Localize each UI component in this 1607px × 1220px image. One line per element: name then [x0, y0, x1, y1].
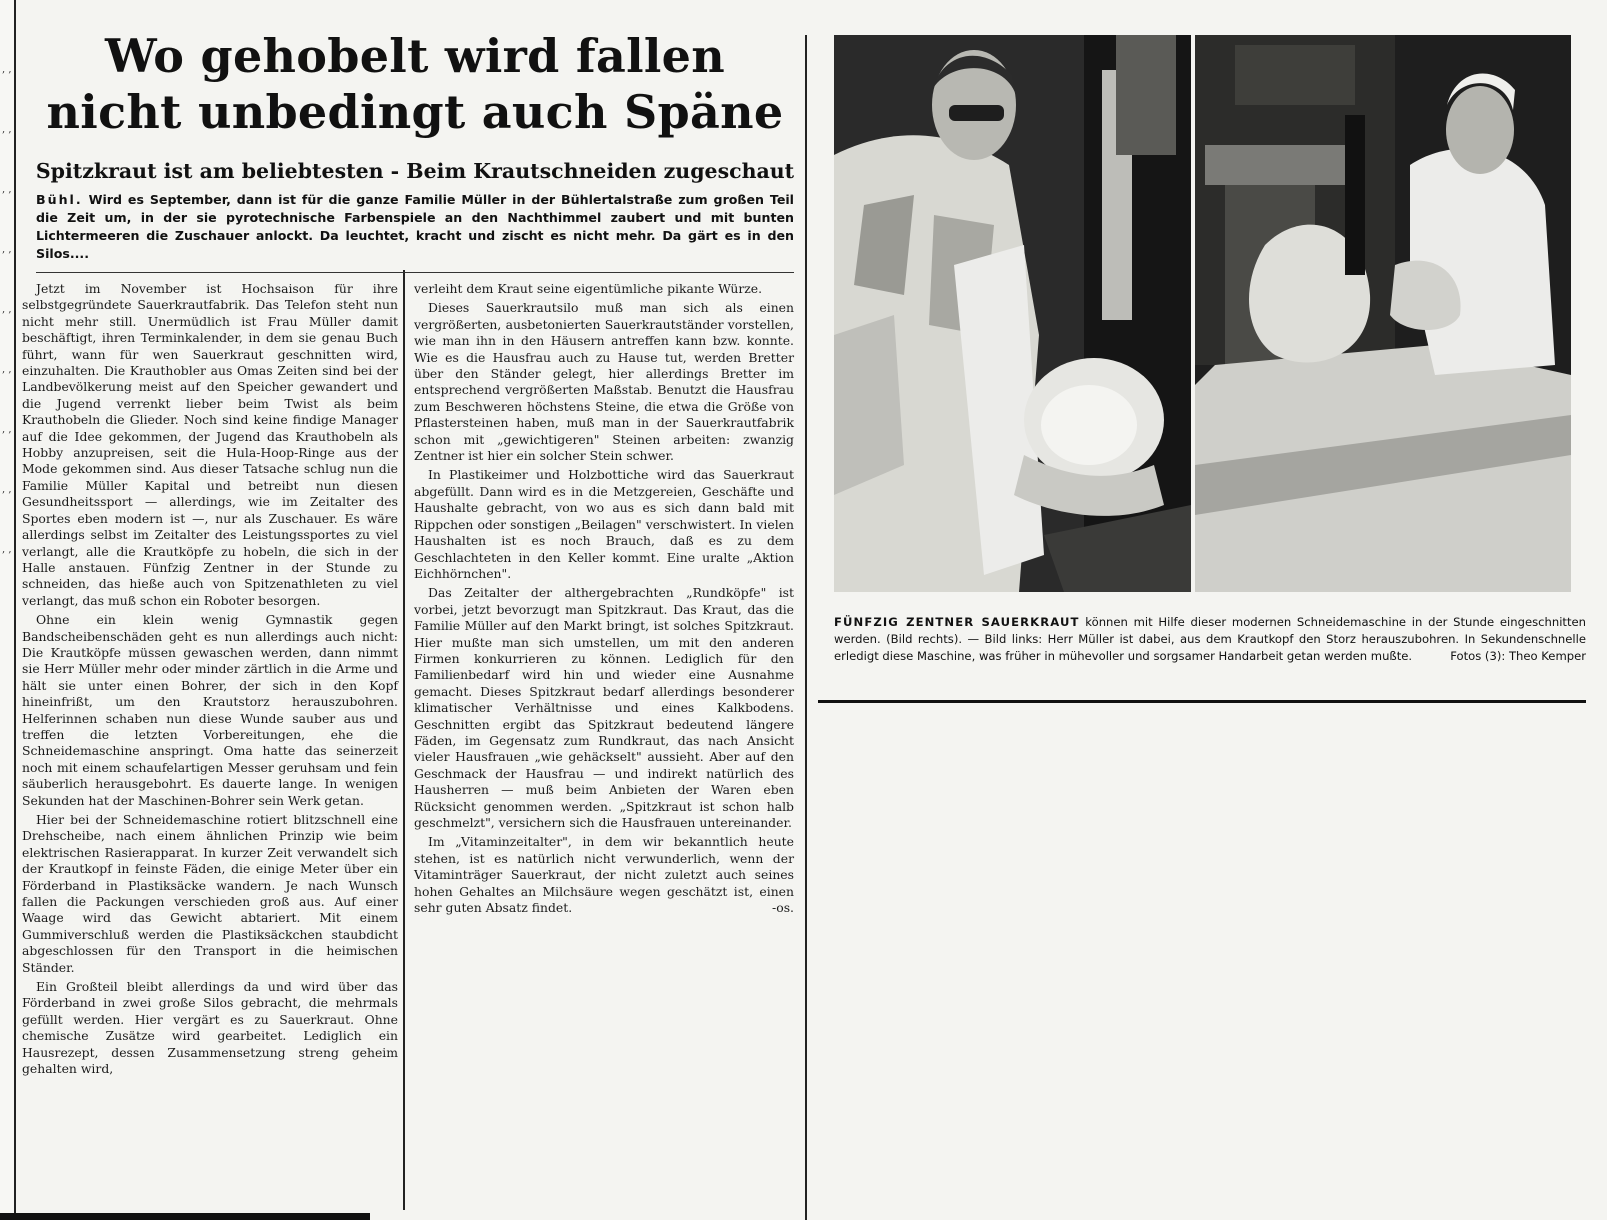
article-column-2 — [414, 281, 794, 919]
photo-credit: Fotos (3): Theo Kemper — [1450, 648, 1586, 663]
page-bottom-bar — [0, 1213, 370, 1220]
page-left-edge — [0, 0, 16, 1220]
headline-line-2: nicht unbedingt auch Späne — [46, 85, 784, 139]
column-divider — [403, 270, 405, 1210]
headline-line-1: Wo gehobelt wird fallen — [105, 29, 725, 83]
caption-text: können mit Hilfe dieser modernen Schneidemaschine in der Stunde eingeschnitten werden. (Bild rechts). — Bild links: Herr Müller ist dabei, aus dem Krautkopf den Storz herauszubohren. In Sekundenschnelle erledigt diese Maschine, was früher in mühevoller und sorgsamer Handarbeit getan werden mußte. — [834, 615, 1587, 663]
edge-marks: , , , , , , , , , , , , , , , , , , — [2, 64, 12, 555]
column-paragraph — [414, 834, 794, 916]
photo-cutting-machine — [1195, 35, 1571, 592]
subheadline: Spitzkraut ist am beliebtesten - Beim Krautschneiden zugeschaut — [35, 159, 795, 183]
caption-lead-in: FÜNFZIG ZENTNER SAUERKRAUT — [834, 615, 1080, 629]
column-paragraph: Ein Großteil bleibt allerdings da und wird über das Förderband in zwei große Silos gebracht, die mehrmals gefüllt werden. Hier vergärt es zu Sauerkraut. Ohne chemische Zusätze wird gearbeitet. Lediglich ein Hausrezept, dessen Zusammensetzung streng geheim gehalten wird, — [22, 979, 398, 1077]
column-paragraph: Hier bei der Schneidemaschine rotiert blitzschnell eine Drehscheibe, nach einem ähnlichen Prinzip wie beim elektrischen Rasierapparat. In kurzer Zeit verwandelt sich der Krautkopf in feinste Fäden, die einige Meter über ein Förderband in Plastiksäcke wandern. Je nach Wunsch fallen die Packungen verschieden groß aus. Auf einer Waage wird das Gewicht abtariert. Mit einem Gummiverschluß werden die Plastiksäckchen staubdicht abgeschlossen für den Transport in die heimischen Ständer. — [22, 812, 398, 975]
photo-left — [834, 35, 1191, 592]
column-paragraph: In Plastikeimer und Holzbottiche wird das Sauerkraut abgefüllt. Dann wird es in die Metzgereien, Geschäfte und Haushalte gebracht, von wo aus es sich dann bald mit Rippchen oder sonstigen „Beilagen" verschwistert. In vielen Haushalten ist es noch Brauch, daß es zu dem Geschlachteten in den Keller kommt. Eine uralte „Aktion Eichhörnchen". — [414, 467, 794, 581]
lead-text: Wird es September, dann ist für die ganze Familie Müller in der Bühlertalstraße zum großen Teil die Zeit um, in der sie pyrotechnische Farbenspiele an den Nachthimmel zaubert und mit bunten Lichtermeeren die Zuschauer anlockt. Da leuchtet, kracht und zischt es nicht mehr. Da gärt es in den Silos.... — [36, 192, 794, 261]
headline — [28, 28, 802, 140]
author-signoff: -os. — [772, 900, 794, 916]
column-paragraph: Jetzt im November ist Hochsaison für ihre selbstgegründete Sauerkrautfabrik. Das Telefon steht nun nicht mehr still. Unermüdlich ist Frau Müller damit beschäftigt, ihren Terminkalender, in dem sie genau Buch führt, wann für wen Sauerkraut geschnitten wird, einzuhalten. Die Krauthobler aus Omas Zeiten sind bei der Landbevölkerung meist auf den Speicher gewandert und die Jugend verrenkt lieber beim Twist als beim Krauthobeln die Glieder. Noch sind keine findige Manager auf die Idee gekommen, der Jugend das Krauthobeln als Hobby anzupreisen, seit die Hula-Hoop-Ringe aus der Mode gekommen sind. Aus dieser Tatsache schlug nun die Familie Müller Kapital und betreibt nun diesen Gesundheitssport — allerdings, wie im Zeitalter des Sportes eben modern ist —, nur als Zuschauer. Es wäre allerdings selbst im Zeitalter des Leistungssportes zu viel verlangt, alle die Krautköpfe zu hobeln, die sich in der Halle anstauen. Fünfzig Zentner in der Stunde zu schneiden, das hieße auch von Spitzenathleten zu viel verlangt, das muß schon ein Roboter besorgen. — [22, 281, 398, 608]
lead-rule — [36, 272, 794, 273]
column-paragraph: Ohne ein klein wenig Gymnastik gegen Bandscheibenschäden geht es nun allerdings auch nicht: Die Krautköpfe müssen gewaschen werden, dann nimmt sie Herr Müller mehr oder minder zärtlich in die Arme und hält sie unter einen Bohrer, der sich in den Kopf hineinfrißt, um den Krautstorz herauszubohren. Helferinnen schaben nun diese Wunde sauber aus und treffen die letzten Vorbereitungen, ehe die Schneidemaschine anspringt. Oma hatte das seinerzeit noch mit einem schaufelartigen Messer geruhsam und fein säuberlich herausgebohrt. Es dauerte lange. In wenigen Sekunden hat der Maschinen-Bohrer sein Werk getan. — [22, 612, 398, 808]
caption-bottom-rule — [818, 700, 1586, 703]
column-text: Im „Vitaminzeitalter", in dem wir bekanntlich heute stehen, ist es natürlich nicht verwunderlich, wenn der Vitaminträger Sauerkraut, der nicht zuletzt auch seines hohen Gehaltes an Milchsäure wegen geschätzt ist, einen sehr guten Absatz findet. — [414, 834, 794, 916]
article-divider — [805, 35, 807, 1220]
article-column-1 — [22, 281, 398, 1081]
column-paragraph: verleiht dem Kraut seine eigentümliche pikante Würze. — [414, 281, 763, 296]
dateline: Bühl. — [36, 192, 83, 207]
photo-caption — [834, 614, 1586, 664]
column-paragraph: Das Zeitalter der althergebrachten „Rundköpfe" ist vorbei, jetzt bevorzugt man Spitzkraut. Das Kraut, das die Familie Müller auf den Markt bringt, ist solches Spitzkraut. Hier mußte man sich umstellen, um mit den anderen Firmen konkurrieren zu können. Lediglich für den Familienbedarf wird hin und wieder eine Ausnahme gemacht. Dieses Spitzkraut bedarf allerdings besonderer klimatischer Verhältnisse und eines Kalkbodens. Geschnitten ergibt das Spitzkraut bedeutend längere Fäden, im Gegensatz zum Rundkraut, das nach Ansicht vieler Hausfrauen „wie gehäckselt" aussieht. Aber auf den Geschmack der Hausfrau — und indirekt natürlich des Hausherren — muß beim Anbieten der Waren eben Rücksicht genommen werden. „Spitzkraut ist schon halb geschmelzt", versichern sich die Hausfrauen untereinander. — [414, 585, 794, 830]
photo-man-drilling-cabbage — [834, 35, 1191, 592]
photo-right — [1195, 35, 1571, 592]
column-paragraph: Dieses Sauerkrautsilo muß man sich als einen vergrößerten, ausbetonierten Sauerkrautständer vorstellen, wie man ihn in den Häusern antreffen kann bzw. konnte. Wie es die Hausfrau auch zu Hause tut, werden Bretter über den Ständer gelegt, hier allerdings Bretter im entsprechend vergrößerten Maßstab. Benutzt die Hausfrau zum Beschweren höchstens Steine, die etwa die Größe von Pflastersteinen haben, muß man in der Sauerkrautfabrik schon mit „gewichtigeren" Steinen arbeiten: zwanzig Zentner ist hier ein solcher Stein schwer. — [414, 300, 794, 464]
lead-paragraph — [36, 191, 794, 263]
